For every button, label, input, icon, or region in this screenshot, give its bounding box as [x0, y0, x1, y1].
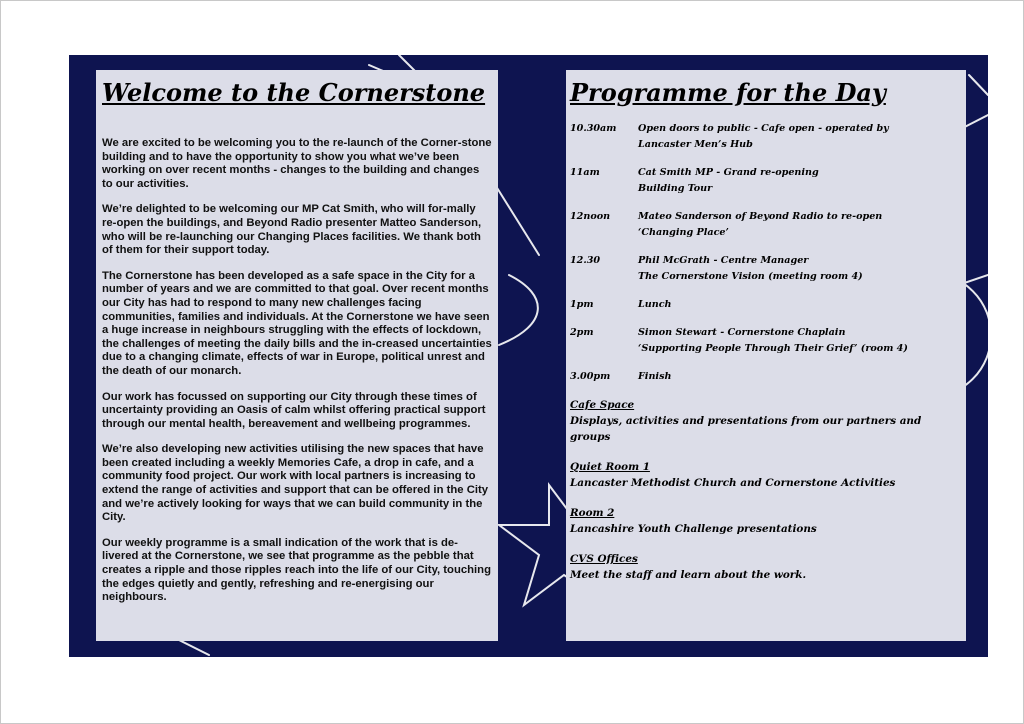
- welcome-paragraph: We are excited to be welcoming you to the re-launch of the Corner-stone building and to have the opportunity to show you what we’ve been working on over recent months - changes to the building and changes to our activities.: [102, 137, 492, 190]
- schedule-description: [638, 253, 960, 285]
- schedule-time: 2pm: [570, 327, 594, 338]
- schedule-row: [570, 209, 960, 241]
- room-title: Cafe Space: [570, 399, 635, 411]
- schedule: [570, 121, 960, 385]
- schedule-row: [570, 165, 960, 197]
- schedule-row: [570, 297, 960, 313]
- schedule-line: Simon Stewart - Cornerstone Chaplain: [638, 327, 846, 338]
- room-title: Room 2: [570, 507, 615, 519]
- schedule-time: 12.30: [570, 255, 601, 266]
- schedule-row: [570, 325, 960, 357]
- room-description: Lancashire Youth Challenge presentations: [570, 523, 817, 535]
- schedule-time: 10.30am: [570, 123, 617, 134]
- schedule-description: [638, 325, 960, 357]
- schedule-time: 1pm: [570, 299, 594, 310]
- room-description: Meet the staff and learn about the work.: [570, 569, 807, 581]
- schedule-line: Open doors to public - Cafe open - operated by: [638, 123, 889, 134]
- welcome-body: [102, 137, 492, 605]
- welcome-paragraph: We’re also developing new activities utilising the new spaces that have been created including a weekly Memories Cafe, a drop in cafe, and a community food project. Our work with local partners is increasing to extend the range of activities and support that can be offered in the City and we’re actively looking for ways that we can build community in the City.: [102, 443, 489, 524]
- schedule-row: [570, 121, 960, 153]
- welcome-paragraph: Our weekly programme is a small indication of the work that is de-livered at the Cornerstone, we see that programme as the pebble that creates a ripple and those ripples reach into the life of our City, touching the edges quietly and gently, refreshing and re-energising our neighbours.: [102, 536, 491, 604]
- schedule-description: [638, 165, 960, 197]
- room-title: Quiet Room 1: [570, 461, 650, 473]
- programme-panel: [566, 70, 966, 641]
- schedule-line: ‘Supporting People Through Their Grief’ (room 4): [638, 343, 908, 354]
- welcome-paragraph: Our work has focussed on supporting our City through these times of uncertainty providing an Oasis of calm whilst offering practical support through our mental health, bereavement and wellbeing programmes.: [102, 390, 486, 430]
- welcome-paragraph: We’re delighted to be welcoming our MP Cat Smith, who will for-mally re-open the buildings, and Beyond Radio presenter Matteo Sanderson, who will be re-launching our Changing Places facilities. We thank both of them for their support today.: [102, 203, 482, 257]
- room-description: Lancaster Methodist Church and Cornerstone Activities: [570, 477, 896, 489]
- schedule-description: [638, 297, 960, 313]
- room-title: CVS Offices: [570, 553, 638, 565]
- rooms-list: [570, 397, 960, 583]
- welcome-paragraph: The Cornerstone has been developed as a safe space in the City for a number of years and we are committed to that goal. Over recent months our City has had to respond to many new challenges facing communities, families and individuals. At the Cornerstone we have seen a huge increase in neighbours struggling with the effects of lockdown, the challenges of meeting the daily bills and the in-creased uncertainties due to a changing climate, effects of war in Europe, political unrest and the death of our monarch.: [102, 269, 492, 377]
- schedule-row: [570, 369, 960, 385]
- schedule-line: Lunch: [638, 299, 672, 310]
- schedule-time: 11am: [570, 167, 600, 178]
- schedule-description: [638, 369, 960, 385]
- programme-title: Programme for the Day: [570, 78, 886, 107]
- schedule-description: [638, 209, 960, 241]
- schedule-description: [638, 121, 960, 153]
- schedule-line: Lancaster Men’s Hub: [638, 139, 753, 150]
- schedule-line: Finish: [638, 371, 672, 382]
- schedule-line: The Cornerstone Vision (meeting room 4): [638, 271, 863, 282]
- schedule-line: Cat Smith MP - Grand re-opening: [638, 167, 819, 178]
- welcome-panel: [96, 70, 498, 641]
- schedule-line: Phil McGrath - Centre Manager: [638, 255, 809, 266]
- schedule-time: 3.00pm: [570, 371, 611, 382]
- schedule-line: Mateo Sanderson of Beyond Radio to re-open: [638, 211, 883, 222]
- leaflet-sheet: [69, 55, 988, 657]
- schedule-time: 12noon: [570, 211, 611, 222]
- schedule-line: ‘Changing Place’: [638, 227, 729, 238]
- schedule-line: Building Tour: [638, 183, 713, 194]
- room-description: Displays, activities and presentations from our partners and groups: [570, 415, 922, 443]
- schedule-row: [570, 253, 960, 285]
- welcome-title: Welcome to the Cornerstone: [102, 78, 486, 107]
